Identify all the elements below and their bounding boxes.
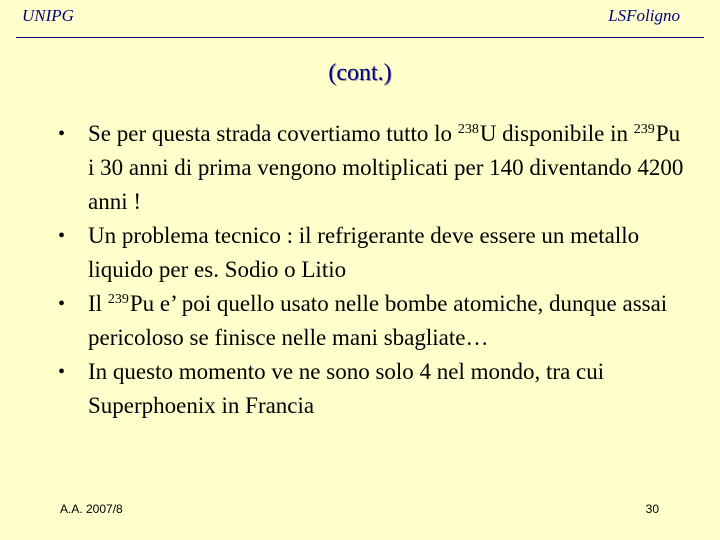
bullet-item-3 [55,287,685,355]
bullet-text: Un problema tecnico : il refrigerante deve essere un metallo liquido per es. Sodio o Litio [88,223,640,282]
bullet-text: Se per questa strada covertiamo tutto lo [88,121,458,146]
header-location: LSFoligno [608,6,680,25]
bullet-text: Pu e’ poi quello usato nelle bombe atomiche, dunque assai pericoloso se finisce nelle mani sbagliate… [88,291,668,350]
bullet-item-2 [55,219,685,287]
bullet-item-4 [55,355,685,423]
isotope-mass-number: 238 [457,122,479,137]
header-divider [16,37,704,38]
isotope-mass-number: 239 [633,122,655,137]
isotope-mass-number: 239 [107,292,129,307]
slide-number: 30 [645,502,659,516]
footer-academic-year: A.A. 2007/8 [60,502,123,516]
header-institution: UNIPG [22,6,74,25]
bullet-text: U disponibile in [479,121,634,146]
bullet-list [55,117,685,423]
bullet-icon: • [58,225,66,247]
bullet-item-1 [55,117,685,219]
bullet-icon: • [58,293,66,315]
bullet-text: In questo momento ve ne sono solo 4 nel mondo, tra cui Superphoenix in Francia [88,359,605,418]
slide-title: (cont.) [328,60,392,86]
bullet-icon: • [58,123,66,145]
bullet-text: Pu i 30 anni di prima vengono moltiplicati per 140 diventando 4200 anni ! [88,121,684,214]
bullet-text: Il [88,291,108,316]
bullet-icon: • [58,361,66,383]
